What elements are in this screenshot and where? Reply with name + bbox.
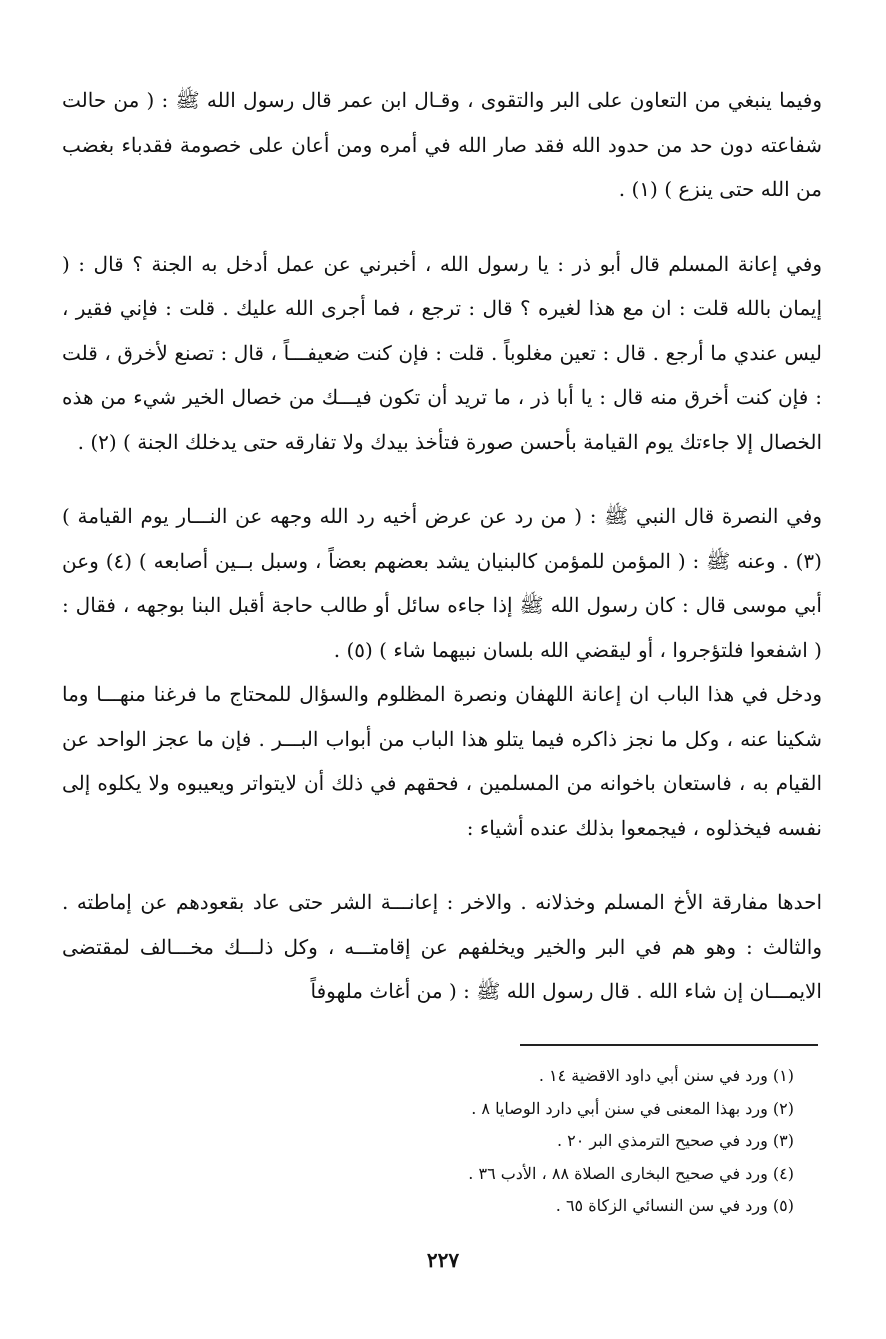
footnotes: [294, 1060, 794, 1223]
page-number: ٢٢٧: [426, 1248, 460, 1272]
footnote-1: (١) ورد في سنن أبي داود الاقضية ١٤ .: [538, 1066, 794, 1085]
paragraph-support: وفي النصرة قال النبي ﷺ : ( من رد عن عرض أخيه رد الله وجهه عن النـــار يوم القيامة ) (٣) . وعنه ﷺ : ( المؤمن للمؤمن كالبنيان يشد بعضهم بعضاً ، وسبل بــين أصابعه ) (٤) وعن أبي موسى قال : كان رسول الله ﷺ إذا جاءه سائل أو طالب حاجة أقبل البنا بوجهه ، فقال : ( اشفعوا فلتؤجروا ، أو ليقضي الله بلسان نبيهما شاء ) (٥) .: [62, 504, 822, 662]
paragraph-helping-muslim: وفي إعانة المسلم قال أبو ذر : يا رسول الله ، أخبرني عن عمل أدخل به الجنة ؟ قال : ( إيمان بالله قلت : ان مع هذا لغيره ؟ قال : ترجع ، فما أجرى الله عليك . قلت : فإني فقير ، ليس عندي ما أرجع . قال : تعين مغلوباً . قلت : فإن كنت ضعيفـــاً ، قال : تصنع لأخرق ، قلت : فإن كنت أخرق منه قال : يا أبا ذر ، ما تريد أن تكون فيـــك من خصال الخير شيء من هذه الخصال إلا جاءتك يوم القيامة بأحسن صورة فتأخذ بيدك ولا تفارقه حتى يدخلك الجنة ) (٢) .: [62, 251, 822, 454]
paragraph-chapter-scope: ودخل في هذا الباب ان إعانة اللهفان ونصرة المظلوم والسؤال للمحتاج ما فرغنا منهـــا وما شكينا عنه ، وكل ما نجز ذاكره فيما يتلو هذا الباب من أبواب البـــر . فإن ما عجز الواحد عن القيام به ، فاستعان باخوانه من المسلمين ، فحقهم في ذلك أن لايتواتر ويعيبوه ولا يكلوه إلى نفسه فيخذلوه ، فيجمعوا بذلك عنده أشياء :: [62, 682, 822, 840]
footnote-5: (٥) ورد في سن النسائي الزكاة ٦٥ .: [555, 1196, 794, 1215]
footnote-3: (٣) ورد في صحيح الترمذي البر ٢٠ .: [556, 1131, 794, 1150]
footnote-divider: [520, 1044, 818, 1046]
footnote-4: (٤) ورد في صحيح البخارى الصلاة ٨٨ ، الأدب ٣٦ .: [468, 1163, 794, 1183]
main-text: [62, 78, 822, 1014]
footnote-2: (٢) ورد بهذا المعنى في سنن أبي دارد الوصايا ٨ .: [471, 1098, 794, 1118]
paragraph-cooperation: وفيما ينبغي من التعاون على البر والتقوى ، وقـال ابن عمر قال رسول الله ﷺ : ( من حالت شفاعته دون حد من حدود الله فقد صار الله في أمره ومن أعان على خصومة فقدباء بغضب من الله حتى ينزع ) (١) .: [62, 88, 822, 201]
paragraph-three-things: احدها مفارقة الأخ المسلم وخذلانه . والاخر : إعانـــة الشر حتى عاد بقعودهم عن إماطته . والثالث : وهو هم في البر والخير ويخلفهم عن إقامتـــه ، وكل ذلـــك مخـــالف لمقتضى الايمـــان إن شاء الله . قال رسول الله ﷺ : ( من أغاث ملهوفاً: [62, 890, 822, 1003]
